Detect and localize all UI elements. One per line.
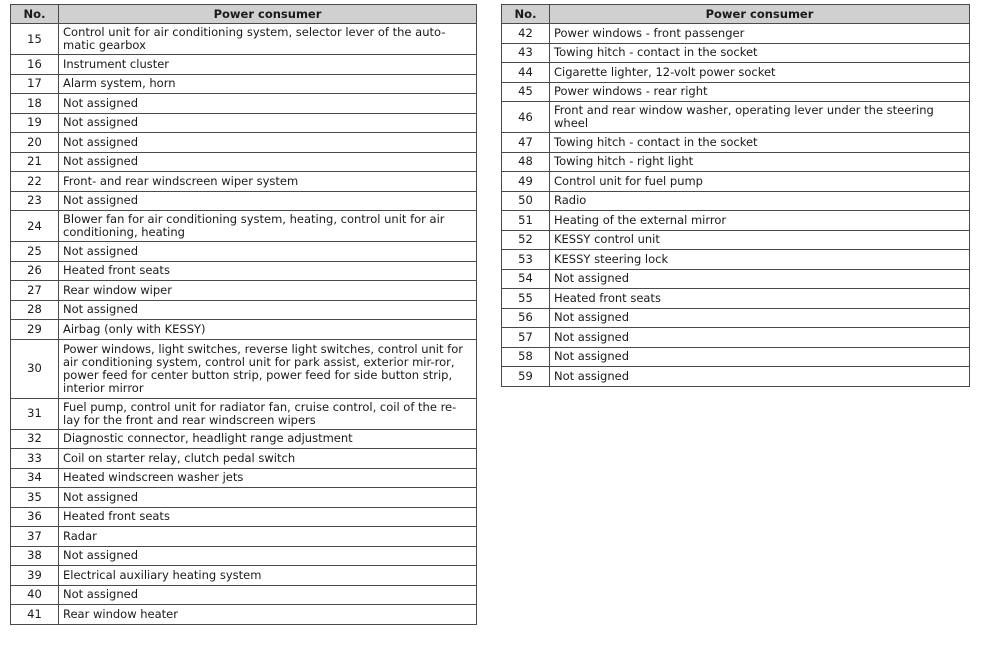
power-consumer-cell: Heated front seats	[59, 261, 477, 281]
power-consumer-cell: Not assigned	[59, 133, 477, 153]
fuse-number-cell: 51	[502, 211, 550, 231]
table-row	[11, 55, 477, 75]
fuse-number-cell: 44	[502, 63, 550, 83]
fuse-number-cell: 22	[11, 172, 59, 192]
table-row	[11, 546, 477, 566]
table-row	[502, 24, 970, 44]
power-consumer-cell: Diagnostic connector, headlight range adjustment	[59, 429, 477, 449]
power-consumer-cell: Power windows, light switches, reverse light switches, control unit for air conditioning system, control unit for park assist, exterior mir-ror, power feed for center button strip, power feed for side button strip, interior mirror	[59, 339, 477, 398]
table-row	[11, 133, 477, 153]
fuse-table-left-body	[11, 24, 477, 625]
table-row	[502, 269, 970, 289]
fuse-number-cell: 59	[502, 367, 550, 387]
fuse-number-cell: 20	[11, 133, 59, 153]
table-row	[11, 281, 477, 301]
table-row	[11, 449, 477, 469]
power-consumer-cell: Not assigned	[59, 242, 477, 262]
table-row	[11, 211, 477, 242]
power-consumer-cell: Radar	[59, 527, 477, 547]
fuse-number-cell: 58	[502, 347, 550, 367]
power-consumer-cell: Front- and rear windscreen wiper system	[59, 172, 477, 192]
fuse-number-cell: 42	[502, 24, 550, 44]
table-row	[11, 24, 477, 55]
table-row	[502, 63, 970, 83]
table-row	[11, 488, 477, 508]
fuse-number-cell: 47	[502, 133, 550, 153]
table-row	[11, 300, 477, 320]
fuse-number-cell: 46	[502, 102, 550, 133]
power-consumer-cell: KESSY control unit	[550, 230, 970, 250]
power-consumer-cell: Electrical auxiliary heating system	[59, 566, 477, 586]
table-row	[11, 339, 477, 398]
table-row	[11, 113, 477, 133]
power-consumer-cell: Control unit for fuel pump	[550, 172, 970, 192]
table-row	[502, 211, 970, 231]
power-consumer-cell: Not assigned	[59, 94, 477, 114]
table-row	[11, 242, 477, 262]
fuse-number-cell: 21	[11, 152, 59, 172]
column-header-power-consumer: Power consumer	[550, 5, 970, 24]
fuse-number-cell: 27	[11, 281, 59, 301]
column-header-no: No.	[502, 5, 550, 24]
fuse-number-cell: 43	[502, 43, 550, 63]
power-consumer-cell: Not assigned	[59, 488, 477, 508]
power-consumer-cell: Not assigned	[59, 546, 477, 566]
fuse-number-cell: 48	[502, 152, 550, 172]
power-consumer-cell: KESSY steering lock	[550, 250, 970, 270]
power-consumer-cell: Heated front seats	[59, 507, 477, 527]
table-row	[502, 102, 970, 133]
power-consumer-cell: Rear window wiper	[59, 281, 477, 301]
table-row	[11, 507, 477, 527]
table-row	[11, 527, 477, 547]
table-row	[11, 172, 477, 192]
fuse-number-cell: 50	[502, 191, 550, 211]
table-row	[502, 82, 970, 102]
table-row	[11, 191, 477, 211]
table-row	[502, 152, 970, 172]
power-consumer-cell: Not assigned	[59, 300, 477, 320]
power-consumer-cell: Towing hitch - contact in the socket	[550, 43, 970, 63]
power-consumer-cell: Control unit for air conditioning system, selector lever of the auto-matic gearbox	[59, 24, 477, 55]
table-row	[11, 566, 477, 586]
power-consumer-cell: Not assigned	[550, 367, 970, 387]
power-consumer-cell: Towing hitch - right light	[550, 152, 970, 172]
power-consumer-cell: Radio	[550, 191, 970, 211]
fuse-number-cell: 25	[11, 242, 59, 262]
table-row	[11, 605, 477, 625]
table-row	[502, 172, 970, 192]
fuse-number-cell: 54	[502, 269, 550, 289]
fuse-number-cell: 29	[11, 320, 59, 340]
power-consumer-cell: Blower fan for air conditioning system, heating, control unit for air conditioning, heating	[59, 211, 477, 242]
fuse-number-cell: 28	[11, 300, 59, 320]
column-header-no: No.	[11, 5, 59, 24]
fuse-number-cell: 18	[11, 94, 59, 114]
fuse-number-cell: 56	[502, 308, 550, 328]
table-row	[11, 152, 477, 172]
power-consumer-cell: Not assigned	[550, 347, 970, 367]
fuse-number-cell: 53	[502, 250, 550, 270]
fuse-number-cell: 32	[11, 429, 59, 449]
table-row	[502, 347, 970, 367]
power-consumer-cell: Coil on starter relay, clutch pedal switch	[59, 449, 477, 469]
fuse-number-cell: 19	[11, 113, 59, 133]
fuse-number-cell: 24	[11, 211, 59, 242]
fuse-number-cell: 41	[11, 605, 59, 625]
fuse-number-cell: 23	[11, 191, 59, 211]
fuse-number-cell: 30	[11, 339, 59, 398]
table-row	[11, 320, 477, 340]
table-row	[11, 94, 477, 114]
table-row	[502, 328, 970, 348]
fuse-number-cell: 34	[11, 468, 59, 488]
fuse-number-cell: 49	[502, 172, 550, 192]
power-consumer-cell: Heating of the external mirror	[550, 211, 970, 231]
power-consumer-cell: Airbag (only with KESSY)	[59, 320, 477, 340]
power-consumer-cell: Rear window heater	[59, 605, 477, 625]
fuse-number-cell: 57	[502, 328, 550, 348]
power-consumer-cell: Cigarette lighter, 12-volt power socket	[550, 63, 970, 83]
fuse-number-cell: 35	[11, 488, 59, 508]
fuse-number-cell: 39	[11, 566, 59, 586]
table-row	[502, 367, 970, 387]
power-consumer-cell: Fuel pump, control unit for radiator fan, cruise control, coil of the re-lay for the front and rear windscreen wipers	[59, 398, 477, 429]
fuse-number-cell: 33	[11, 449, 59, 469]
power-consumer-cell: Not assigned	[59, 191, 477, 211]
table-row	[502, 230, 970, 250]
power-consumer-cell: Not assigned	[59, 113, 477, 133]
power-consumer-cell: Towing hitch - contact in the socket	[550, 133, 970, 153]
power-consumer-cell: Not assigned	[550, 328, 970, 348]
fuse-table-right	[501, 4, 970, 387]
fuse-number-cell: 31	[11, 398, 59, 429]
table-row	[11, 74, 477, 94]
power-consumer-cell: Heated front seats	[550, 289, 970, 309]
table-row	[11, 585, 477, 605]
table-row	[11, 468, 477, 488]
power-consumer-cell: Not assigned	[550, 308, 970, 328]
power-consumer-cell: Power windows - front passenger	[550, 24, 970, 44]
fuse-number-cell: 26	[11, 261, 59, 281]
fuse-number-cell: 37	[11, 527, 59, 547]
column-header-power-consumer: Power consumer	[59, 5, 477, 24]
power-consumer-cell: Not assigned	[59, 152, 477, 172]
table-row	[11, 398, 477, 429]
fuse-number-cell: 17	[11, 74, 59, 94]
table-row	[502, 43, 970, 63]
table-row	[502, 250, 970, 270]
fuse-number-cell: 52	[502, 230, 550, 250]
fuse-number-cell: 16	[11, 55, 59, 75]
fuse-table-right-body	[502, 24, 970, 387]
fuse-number-cell: 45	[502, 82, 550, 102]
table-row	[502, 133, 970, 153]
fuse-number-cell: 15	[11, 24, 59, 55]
fuse-number-cell: 40	[11, 585, 59, 605]
fuse-number-cell: 55	[502, 289, 550, 309]
power-consumer-cell: Alarm system, horn	[59, 74, 477, 94]
table-row	[502, 308, 970, 328]
table-row	[502, 289, 970, 309]
fuse-table-left	[10, 4, 477, 625]
power-consumer-cell: Not assigned	[59, 585, 477, 605]
header-row	[11, 5, 477, 24]
table-row	[11, 429, 477, 449]
header-row	[502, 5, 970, 24]
table-row	[502, 191, 970, 211]
fuse-number-cell: 36	[11, 507, 59, 527]
power-consumer-cell: Front and rear window washer, operating lever under the steering wheel	[550, 102, 970, 133]
power-consumer-cell: Instrument cluster	[59, 55, 477, 75]
fuse-number-cell: 38	[11, 546, 59, 566]
power-consumer-cell: Heated windscreen washer jets	[59, 468, 477, 488]
power-consumer-cell: Not assigned	[550, 269, 970, 289]
table-row	[11, 261, 477, 281]
power-consumer-cell: Power windows - rear right	[550, 82, 970, 102]
